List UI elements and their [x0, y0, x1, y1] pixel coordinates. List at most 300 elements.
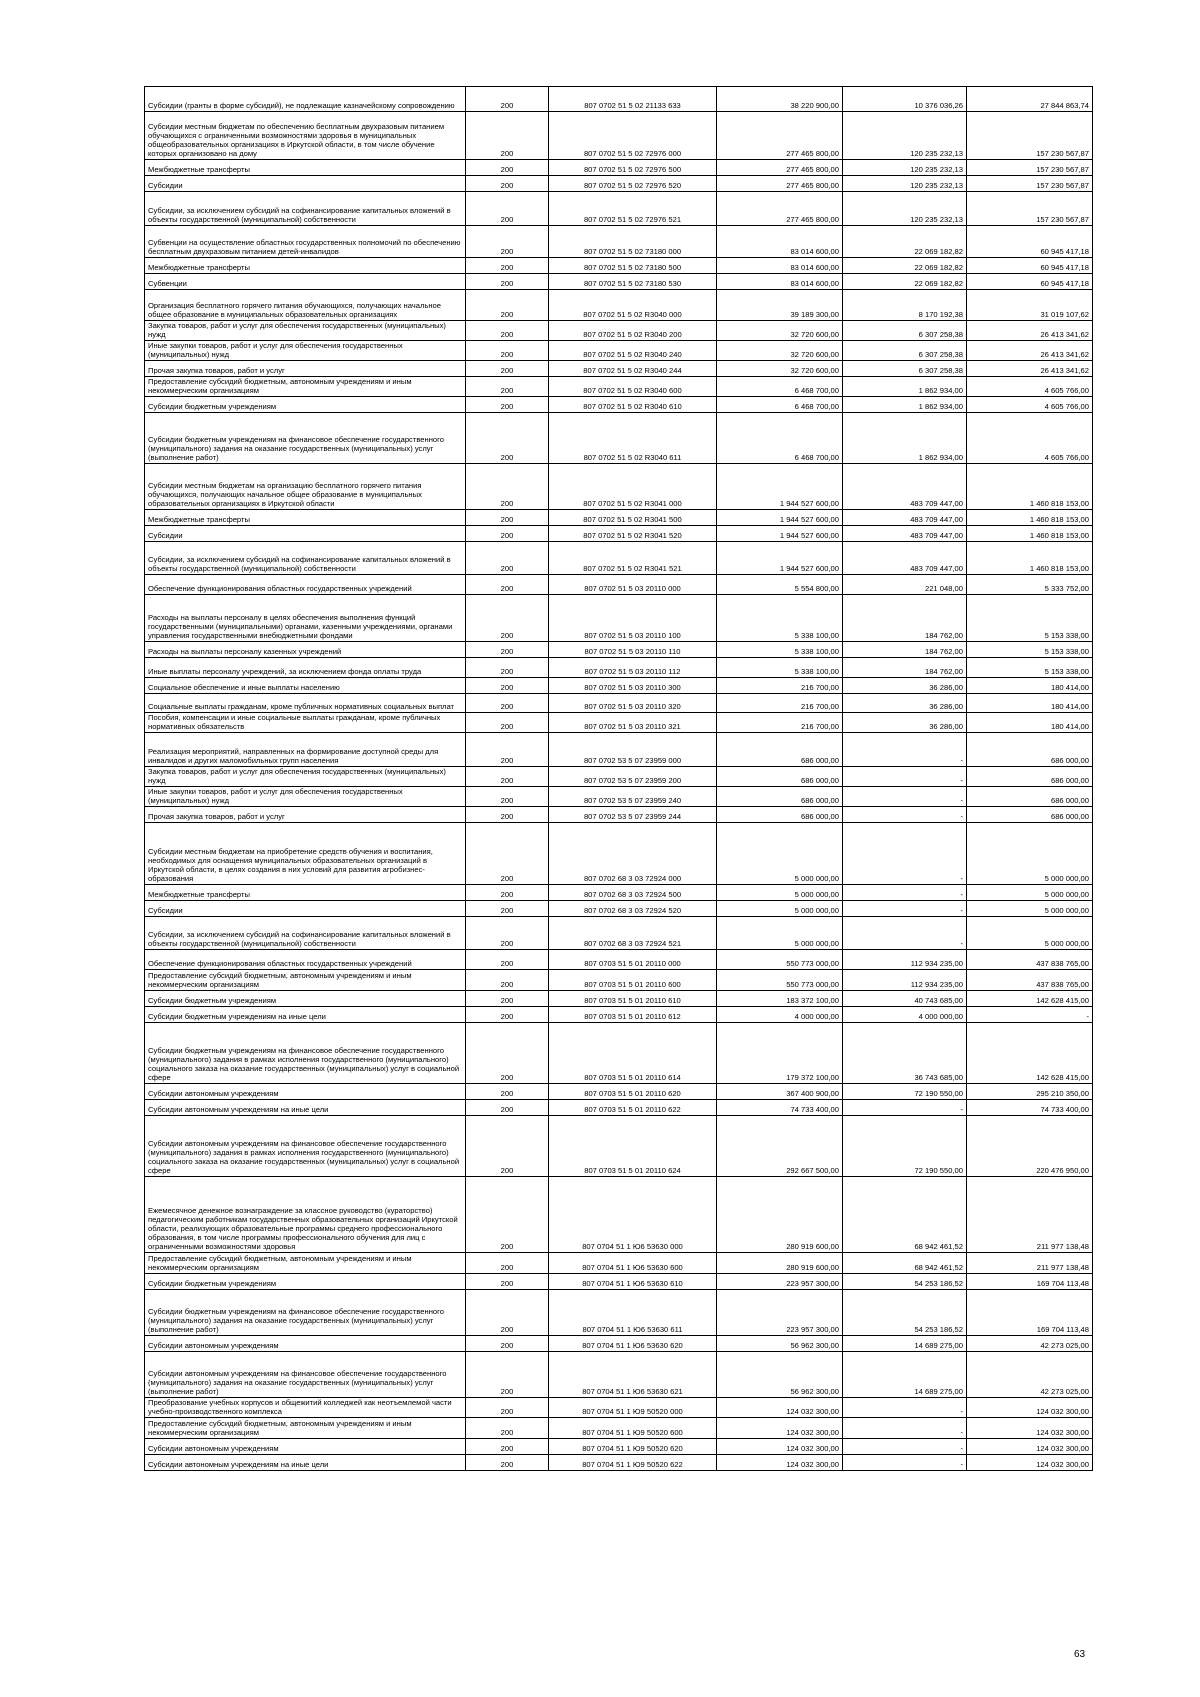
row-name: Межбюджетные трансферты: [145, 510, 466, 526]
col-unexecuted-value: 26 413 341,62: [967, 341, 1093, 361]
col-executed-value: 483 709 447,00: [843, 542, 967, 575]
table-row: [145, 1100, 1093, 1116]
table-row: [145, 87, 1093, 112]
row-name: Межбюджетные трансферты: [145, 160, 466, 176]
row-name: Обеспечение функционирования областных государственных учреждений: [145, 575, 466, 595]
row-name: Субсидии бюджетным учреждениям на иные цели: [145, 1007, 466, 1023]
row-name: Прочая закупка товаров, работ и услуг: [145, 361, 466, 377]
row-name: Межбюджетные трансферты: [145, 885, 466, 901]
col-unexecuted-value: 5 000 000,00: [967, 885, 1093, 901]
row-name: Субсидии автономным учреждениям: [145, 1084, 466, 1100]
table-row: [145, 642, 1093, 658]
col-executed-value: 1 862 934,00: [843, 377, 967, 397]
admin-code: 200: [466, 464, 549, 510]
admin-code: 200: [466, 290, 549, 321]
col-executed-value: 1 862 934,00: [843, 397, 967, 413]
classification-code: 807 0702 51 5 02 R3041 000: [549, 464, 717, 510]
col-planned-value: 124 032 300,00: [717, 1418, 843, 1439]
classification-code: 807 0702 51 5 02 R3041 500: [549, 510, 717, 526]
table-row: [145, 991, 1093, 1007]
classification-code: 807 0702 51 5 02 73180 000: [549, 226, 717, 258]
row-name: Расходы на выплаты персоналу в целях обеспечения выполнения функций государственными (муниципальными) органами, казенными учреждениями, органами управления государственными внебюджетными фондами: [145, 595, 466, 642]
col-executed-value: 40 743 685,00: [843, 991, 967, 1007]
col-planned-value: 550 773 000,00: [717, 950, 843, 970]
row-name: Субвенции: [145, 274, 466, 290]
admin-code: 200: [466, 542, 549, 575]
classification-code: 807 0703 51 5 01 20110 000: [549, 950, 717, 970]
table-body: [145, 87, 1093, 1471]
col-unexecuted-value: 157 230 567,87: [967, 192, 1093, 226]
col-planned-value: 5 338 100,00: [717, 658, 843, 678]
col-executed-value: 120 235 232,13: [843, 192, 967, 226]
col-executed-value: 14 689 275,00: [843, 1336, 967, 1352]
table-row: [145, 1455, 1093, 1471]
col-planned-value: 6 468 700,00: [717, 397, 843, 413]
col-executed-value: 184 762,00: [843, 642, 967, 658]
col-executed-value: -: [843, 885, 967, 901]
classification-code: 807 0703 51 5 01 20110 614: [549, 1023, 717, 1084]
table-row: [145, 1290, 1093, 1336]
col-planned-value: 280 919 600,00: [717, 1253, 843, 1274]
row-name: Субсидии: [145, 176, 466, 192]
row-name: Пособия, компенсации и иные социальные выплаты гражданам, кроме публичных нормативных обязательств: [145, 713, 466, 733]
classification-code: 807 0702 53 5 07 23959 244: [549, 807, 717, 823]
col-unexecuted-value: 5 000 000,00: [967, 823, 1093, 885]
classification-code: 807 0704 51 1 Ю6 53630 610: [549, 1274, 717, 1290]
classification-code: 807 0704 51 1 Ю6 53630 000: [549, 1177, 717, 1253]
row-name: Субсидии бюджетным учреждениям: [145, 1274, 466, 1290]
col-unexecuted-value: 5 153 338,00: [967, 642, 1093, 658]
col-planned-value: 292 667 500,00: [717, 1116, 843, 1177]
table-row: [145, 787, 1093, 807]
admin-code: 200: [466, 917, 549, 950]
col-executed-value: 184 762,00: [843, 595, 967, 642]
classification-code: 807 0702 51 5 03 20110 320: [549, 694, 717, 713]
admin-code: 200: [466, 1336, 549, 1352]
col-executed-value: 54 253 186,52: [843, 1274, 967, 1290]
col-unexecuted-value: 686 000,00: [967, 733, 1093, 767]
row-name: Субсидии местным бюджетам на приобретение средств обучения и воспитания, необходимых для оснащения муниципальных образовательных организаций в Иркутской области, в целях создания в них условий для развития агробизнес-образования: [145, 823, 466, 885]
row-name: Субсидии автономным учреждениям: [145, 1439, 466, 1455]
col-planned-value: 1 944 527 600,00: [717, 526, 843, 542]
admin-code: 200: [466, 1007, 549, 1023]
row-name: Социальные выплаты гражданам, кроме публичных нормативных социальных выплат: [145, 694, 466, 713]
classification-code: 807 0702 51 5 02 R3040 244: [549, 361, 717, 377]
admin-code: 200: [466, 1177, 549, 1253]
row-name: Субсидии бюджетным учреждениям на финансовое обеспечение государственного (муниципального) задания на оказание государственных (муниципальных) услуг (выполнение работ): [145, 1290, 466, 1336]
classification-code: 807 0702 68 3 03 72924 500: [549, 885, 717, 901]
table-row: [145, 1398, 1093, 1418]
col-planned-value: 277 465 800,00: [717, 192, 843, 226]
admin-code: 200: [466, 694, 549, 713]
col-planned-value: 1 944 527 600,00: [717, 510, 843, 526]
col-executed-value: 4 000 000,00: [843, 1007, 967, 1023]
col-executed-value: -: [843, 901, 967, 917]
row-name: Субсидии местным бюджетам на организацию бесплатного горячего питания обучающихся, получающих начальное общее образование в муниципальных образовательных организациях в Иркутской области: [145, 464, 466, 510]
classification-code: 807 0702 51 5 03 20110 000: [549, 575, 717, 595]
admin-code: 200: [466, 1253, 549, 1274]
table-row: [145, 767, 1093, 787]
col-planned-value: 32 720 600,00: [717, 361, 843, 377]
row-name: Субсидии (гранты в форме субсидий), не подлежащие казначейскому сопровождению: [145, 87, 466, 112]
col-unexecuted-value: 4 605 766,00: [967, 397, 1093, 413]
admin-code: 200: [466, 1084, 549, 1100]
col-planned-value: 5 554 800,00: [717, 575, 843, 595]
table-row: [145, 274, 1093, 290]
col-executed-value: 36 286,00: [843, 694, 967, 713]
classification-code: 807 0702 51 5 02 R3040 610: [549, 397, 717, 413]
row-name: Субсидии местным бюджетам по обеспечению бесплатным двухразовым питанием обучающихся с ограниченными возможностями здоровья в муниципальных общеобразовательных организациях в Иркутской области, в том числе обучение которых организовано на дому: [145, 112, 466, 160]
col-planned-value: 32 720 600,00: [717, 321, 843, 341]
classification-code: 807 0703 51 5 01 20110 610: [549, 991, 717, 1007]
row-name: Прочая закупка товаров, работ и услуг: [145, 807, 466, 823]
col-planned-value: 5 338 100,00: [717, 595, 843, 642]
col-executed-value: -: [843, 787, 967, 807]
table-row: [145, 1116, 1093, 1177]
col-unexecuted-value: 142 628 415,00: [967, 1023, 1093, 1084]
row-name: Межбюджетные трансферты: [145, 258, 466, 274]
admin-code: 200: [466, 642, 549, 658]
table-row: [145, 1418, 1093, 1439]
col-executed-value: 112 934 235,00: [843, 950, 967, 970]
admin-code: 200: [466, 1100, 549, 1116]
table-row: [145, 510, 1093, 526]
admin-code: 200: [466, 510, 549, 526]
table-row: [145, 160, 1093, 176]
col-unexecuted-value: 686 000,00: [967, 807, 1093, 823]
classification-code: 807 0702 51 5 02 72976 500: [549, 160, 717, 176]
col-unexecuted-value: 437 838 765,00: [967, 950, 1093, 970]
classification-code: 807 0702 51 5 02 73180 500: [549, 258, 717, 274]
classification-code: 807 0702 51 5 02 73180 530: [549, 274, 717, 290]
row-name: Предоставление субсидий бюджетным, автономным учреждениям и иным некоммерческим организациям: [145, 377, 466, 397]
classification-code: 807 0702 51 5 02 R3040 240: [549, 341, 717, 361]
col-planned-value: 216 700,00: [717, 678, 843, 694]
classification-code: 807 0703 51 5 01 20110 620: [549, 1084, 717, 1100]
col-executed-value: 54 253 186,52: [843, 1290, 967, 1336]
col-unexecuted-value: 1 460 818 153,00: [967, 510, 1093, 526]
col-unexecuted-value: 60 945 417,18: [967, 258, 1093, 274]
row-name: Предоставление субсидий бюджетным, автономным учреждениям и иным некоммерческим организациям: [145, 970, 466, 991]
table-row: [145, 1023, 1093, 1084]
classification-code: 807 0702 51 5 02 R3040 600: [549, 377, 717, 397]
row-name: Иные закупки товаров, работ и услуг для обеспечения государственных (муниципальных) нужд: [145, 787, 466, 807]
admin-code: 200: [466, 1290, 549, 1336]
table-row: [145, 526, 1093, 542]
col-executed-value: -: [843, 733, 967, 767]
col-executed-value: 72 190 550,00: [843, 1116, 967, 1177]
table-row: [145, 464, 1093, 510]
admin-code: 200: [466, 1455, 549, 1471]
table-row: [145, 970, 1093, 991]
col-executed-value: 483 709 447,00: [843, 464, 967, 510]
table-row: [145, 678, 1093, 694]
row-name: Субсидии автономным учреждениям на иные цели: [145, 1100, 466, 1116]
table-row: [145, 112, 1093, 160]
row-name: Иные выплаты персоналу учреждений, за исключением фонда оплаты труда: [145, 658, 466, 678]
col-unexecuted-value: 211 977 138,48: [967, 1177, 1093, 1253]
table-row: [145, 1007, 1093, 1023]
admin-code: 200: [466, 226, 549, 258]
col-unexecuted-value: 5 333 752,00: [967, 575, 1093, 595]
col-planned-value: 5 000 000,00: [717, 901, 843, 917]
classification-code: 807 0702 51 5 03 20110 100: [549, 595, 717, 642]
table-row: [145, 658, 1093, 678]
admin-code: 200: [466, 87, 549, 112]
row-name: Закупка товаров, работ и услуг для обеспечения государственных (муниципальных) нужд: [145, 321, 466, 341]
row-name: Закупка товаров, работ и услуг для обеспечения государственных (муниципальных) нужд: [145, 767, 466, 787]
col-unexecuted-value: 180 414,00: [967, 678, 1093, 694]
classification-code: 807 0702 68 3 03 72924 521: [549, 917, 717, 950]
table-row: [145, 321, 1093, 341]
admin-code: 200: [466, 713, 549, 733]
admin-code: 200: [466, 733, 549, 767]
classification-code: 807 0702 51 5 02 R3040 000: [549, 290, 717, 321]
col-planned-value: 83 014 600,00: [717, 258, 843, 274]
col-executed-value: -: [843, 823, 967, 885]
col-planned-value: 216 700,00: [717, 713, 843, 733]
table-row: [145, 713, 1093, 733]
col-planned-value: 56 962 300,00: [717, 1336, 843, 1352]
classification-code: 807 0703 51 5 01 20110 622: [549, 1100, 717, 1116]
classification-code: 807 0703 51 5 01 20110 612: [549, 1007, 717, 1023]
col-executed-value: 120 235 232,13: [843, 176, 967, 192]
col-planned-value: 216 700,00: [717, 694, 843, 713]
table-row: [145, 901, 1093, 917]
col-planned-value: 277 465 800,00: [717, 176, 843, 192]
col-unexecuted-value: 180 414,00: [967, 713, 1093, 733]
table-row: [145, 595, 1093, 642]
table-row: [145, 917, 1093, 950]
admin-code: 200: [466, 1274, 549, 1290]
row-name: Субсидии, за исключением субсидий на софинансирование капитальных вложений в объекты государственной (муниципальной) собственности: [145, 917, 466, 950]
table-row: [145, 885, 1093, 901]
row-name: Субсидии бюджетным учреждениям: [145, 397, 466, 413]
row-name: Субсидии, за исключением субсидий на софинансирование капитальных вложений в объекты государственной (муниципальной) собственности: [145, 192, 466, 226]
col-unexecuted-value: 26 413 341,62: [967, 321, 1093, 341]
col-executed-value: -: [843, 767, 967, 787]
admin-code: 200: [466, 823, 549, 885]
classification-code: 807 0702 51 5 03 20110 321: [549, 713, 717, 733]
admin-code: 200: [466, 1439, 549, 1455]
admin-code: 200: [466, 1352, 549, 1398]
col-executed-value: 36 743 685,00: [843, 1023, 967, 1084]
classification-code: 807 0704 51 1 Ю9 50520 622: [549, 1455, 717, 1471]
classification-code: 807 0704 51 1 Ю9 50520 600: [549, 1418, 717, 1439]
classification-code: 807 0702 51 5 02 72976 000: [549, 112, 717, 160]
classification-code: 807 0702 51 5 03 20110 110: [549, 642, 717, 658]
classification-code: 807 0702 68 3 03 72924 520: [549, 901, 717, 917]
admin-code: 200: [466, 160, 549, 176]
col-planned-value: 179 372 100,00: [717, 1023, 843, 1084]
col-unexecuted-value: 4 605 766,00: [967, 377, 1093, 397]
classification-code: 807 0702 51 5 02 R3040 200: [549, 321, 717, 341]
row-name: Обеспечение функционирования областных государственных учреждений: [145, 950, 466, 970]
col-unexecuted-value: 295 210 350,00: [967, 1084, 1093, 1100]
col-executed-value: -: [843, 1100, 967, 1116]
col-unexecuted-value: 124 032 300,00: [967, 1398, 1093, 1418]
col-executed-value: 22 069 182,82: [843, 274, 967, 290]
admin-code: 200: [466, 176, 549, 192]
col-planned-value: 686 000,00: [717, 787, 843, 807]
col-executed-value: 184 762,00: [843, 658, 967, 678]
table-row: [145, 176, 1093, 192]
classification-code: 807 0702 53 5 07 23959 200: [549, 767, 717, 787]
classification-code: 807 0702 51 5 03 20110 300: [549, 678, 717, 694]
row-name: Субсидии: [145, 901, 466, 917]
col-executed-value: 36 286,00: [843, 713, 967, 733]
col-planned-value: 124 032 300,00: [717, 1398, 843, 1418]
col-executed-value: 1 862 934,00: [843, 413, 967, 464]
table-row: [145, 1084, 1093, 1100]
row-name: Предоставление субсидий бюджетным, автономным учреждениям и иным некоммерческим организациям: [145, 1418, 466, 1439]
col-planned-value: 5 338 100,00: [717, 642, 843, 658]
col-unexecuted-value: 4 605 766,00: [967, 413, 1093, 464]
budget-table-container: [144, 86, 1092, 1471]
classification-code: 807 0702 51 5 03 20110 112: [549, 658, 717, 678]
table-row: [145, 1177, 1093, 1253]
table-row: [145, 733, 1093, 767]
col-unexecuted-value: 124 032 300,00: [967, 1455, 1093, 1471]
col-planned-value: 6 468 700,00: [717, 413, 843, 464]
col-executed-value: 36 286,00: [843, 678, 967, 694]
col-unexecuted-value: 124 032 300,00: [967, 1418, 1093, 1439]
col-unexecuted-value: 686 000,00: [967, 767, 1093, 787]
row-name: Реализация мероприятий, направленных на формирование доступной среды для инвалидов и других маломобильных групп населения: [145, 733, 466, 767]
col-unexecuted-value: 42 273 025,00: [967, 1336, 1093, 1352]
col-executed-value: 6 307 258,38: [843, 361, 967, 377]
admin-code: 200: [466, 787, 549, 807]
admin-code: 200: [466, 258, 549, 274]
admin-code: 200: [466, 321, 549, 341]
admin-code: 200: [466, 575, 549, 595]
table-row: [145, 575, 1093, 595]
col-unexecuted-value: 1 460 818 153,00: [967, 464, 1093, 510]
row-name: Субсидии бюджетным учреждениям на финансовое обеспечение государственного (муниципального) задания на оказание государственных (муниципальных) услуг (выполнение работ): [145, 413, 466, 464]
col-executed-value: 112 934 235,00: [843, 970, 967, 991]
classification-code: 807 0704 51 1 Ю6 53630 620: [549, 1336, 717, 1352]
col-unexecuted-value: 5 000 000,00: [967, 917, 1093, 950]
col-planned-value: 686 000,00: [717, 767, 843, 787]
col-unexecuted-value: 686 000,00: [967, 787, 1093, 807]
col-unexecuted-value: 42 273 025,00: [967, 1352, 1093, 1398]
col-planned-value: 277 465 800,00: [717, 112, 843, 160]
admin-code: 200: [466, 901, 549, 917]
col-unexecuted-value: 169 704 113,48: [967, 1290, 1093, 1336]
table-row: [145, 1253, 1093, 1274]
col-planned-value: 56 962 300,00: [717, 1352, 843, 1398]
row-name: Субсидии автономным учреждениям на финансовое обеспечение государственного (муниципального) задания в рамках исполнения государственного (муниципального) социального заказа на оказание государственных (муниципальных) услуг в социальной сфере: [145, 1116, 466, 1177]
classification-code: 807 0702 51 5 02 72976 520: [549, 176, 717, 192]
col-unexecuted-value: 5 153 338,00: [967, 658, 1093, 678]
admin-code: 200: [466, 274, 549, 290]
admin-code: 200: [466, 192, 549, 226]
col-executed-value: 22 069 182,82: [843, 226, 967, 258]
col-planned-value: 223 957 300,00: [717, 1274, 843, 1290]
table-row: [145, 1336, 1093, 1352]
col-executed-value: 120 235 232,13: [843, 112, 967, 160]
row-name: Преобразование учебных корпусов и общежитий колледжей как неотъемлемой части учебно-производственного комплекса: [145, 1398, 466, 1418]
table-row: [145, 542, 1093, 575]
col-executed-value: -: [843, 1418, 967, 1439]
admin-code: 200: [466, 361, 549, 377]
admin-code: 200: [466, 1418, 549, 1439]
row-name: Субсидии автономным учреждениям на финансовое обеспечение государственного (муниципального) задания на оказание государственных (муниципальных) услуг (выполнение работ): [145, 1352, 466, 1398]
col-planned-value: 38 220 900,00: [717, 87, 843, 112]
col-planned-value: 277 465 800,00: [717, 160, 843, 176]
col-planned-value: 124 032 300,00: [717, 1439, 843, 1455]
row-name: Субсидии автономным учреждениям на иные цели: [145, 1455, 466, 1471]
col-planned-value: 32 720 600,00: [717, 341, 843, 361]
col-unexecuted-value: -: [967, 1007, 1093, 1023]
col-planned-value: 686 000,00: [717, 807, 843, 823]
col-executed-value: 483 709 447,00: [843, 510, 967, 526]
table-row: [145, 950, 1093, 970]
col-executed-value: -: [843, 1398, 967, 1418]
row-name: Субсидии бюджетным учреждениям: [145, 991, 466, 1007]
row-name: Субсидии: [145, 526, 466, 542]
table-row: [145, 192, 1093, 226]
table-row: [145, 290, 1093, 321]
col-unexecuted-value: 124 032 300,00: [967, 1439, 1093, 1455]
col-planned-value: 367 400 900,00: [717, 1084, 843, 1100]
col-planned-value: 5 000 000,00: [717, 823, 843, 885]
classification-code: 807 0702 68 3 03 72924 000: [549, 823, 717, 885]
col-unexecuted-value: 74 733 400,00: [967, 1100, 1093, 1116]
col-executed-value: -: [843, 1455, 967, 1471]
col-unexecuted-value: 157 230 567,87: [967, 112, 1093, 160]
col-unexecuted-value: 437 838 765,00: [967, 970, 1093, 991]
col-unexecuted-value: 157 230 567,87: [967, 176, 1093, 192]
row-name: Ежемесячное денежное вознаграждение за классное руководство (кураторство) педагогическим работникам государственных образовательных организаций Иркутской области, реализующих образовательные программы среднего профессионального образования, в том числе программы профессионального обучения для лиц с ограниченными возможностями здоровья: [145, 1177, 466, 1253]
col-executed-value: 14 689 275,00: [843, 1352, 967, 1398]
classification-code: 807 0704 51 1 Ю9 50520 620: [549, 1439, 717, 1455]
classification-code: 807 0702 51 5 02 R3041 520: [549, 526, 717, 542]
admin-code: 200: [466, 413, 549, 464]
row-name: Иные закупки товаров, работ и услуг для обеспечения государственных (муниципальных) нужд: [145, 341, 466, 361]
col-planned-value: 183 372 100,00: [717, 991, 843, 1007]
classification-code: 807 0702 51 5 02 21133 633: [549, 87, 717, 112]
budget-execution-table: [144, 86, 1093, 1471]
col-executed-value: 483 709 447,00: [843, 526, 967, 542]
col-unexecuted-value: 211 977 138,48: [967, 1253, 1093, 1274]
table-row: [145, 258, 1093, 274]
classification-code: 807 0704 51 1 Ю6 53630 611: [549, 1290, 717, 1336]
table-row: [145, 341, 1093, 361]
col-executed-value: 68 942 461,52: [843, 1253, 967, 1274]
col-planned-value: 124 032 300,00: [717, 1455, 843, 1471]
row-name: Предоставление субсидий бюджетным, автономным учреждениям и иным некоммерческим организациям: [145, 1253, 466, 1274]
col-planned-value: 5 000 000,00: [717, 885, 843, 901]
admin-code: 200: [466, 112, 549, 160]
col-planned-value: 280 919 600,00: [717, 1177, 843, 1253]
admin-code: 200: [466, 397, 549, 413]
col-unexecuted-value: 27 844 863,74: [967, 87, 1093, 112]
table-row: [145, 226, 1093, 258]
col-executed-value: 6 307 258,38: [843, 321, 967, 341]
table-row: [145, 361, 1093, 377]
classification-code: 807 0704 51 1 Ю6 53630 621: [549, 1352, 717, 1398]
col-unexecuted-value: 180 414,00: [967, 694, 1093, 713]
col-planned-value: 1 944 527 600,00: [717, 542, 843, 575]
col-planned-value: 39 189 300,00: [717, 290, 843, 321]
admin-code: 200: [466, 526, 549, 542]
admin-code: 200: [466, 658, 549, 678]
col-executed-value: 120 235 232,13: [843, 160, 967, 176]
col-unexecuted-value: 220 476 950,00: [967, 1116, 1093, 1177]
col-planned-value: 223 957 300,00: [717, 1290, 843, 1336]
col-planned-value: 5 000 000,00: [717, 917, 843, 950]
